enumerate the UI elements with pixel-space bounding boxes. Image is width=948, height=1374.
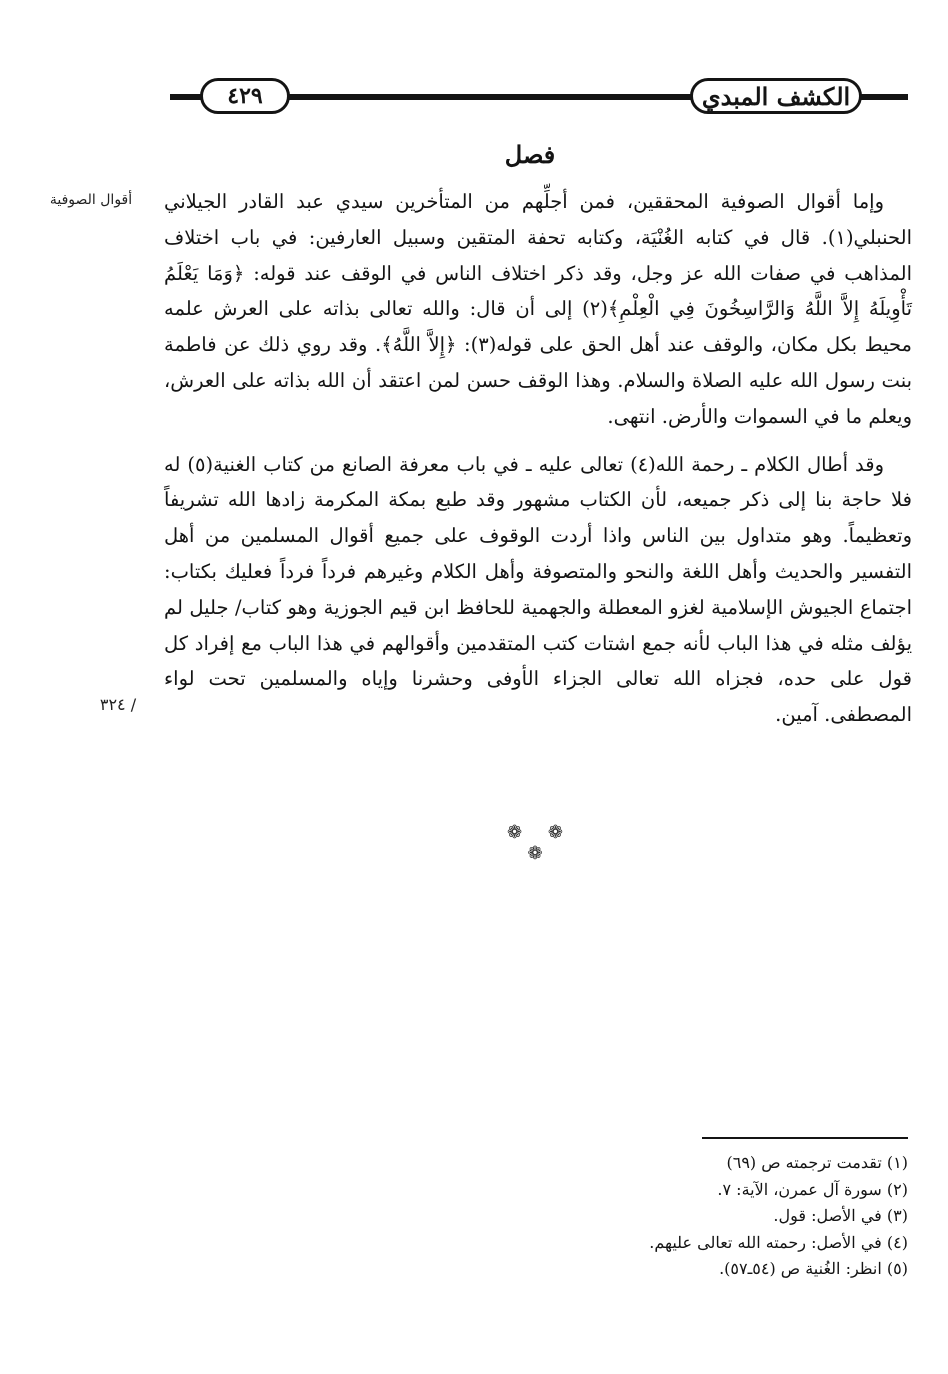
footnote: (١) تقدمت ترجمته ص (٦٩) bbox=[726, 1153, 908, 1172]
running-header bbox=[170, 70, 908, 126]
header-rule-right bbox=[856, 94, 908, 100]
section-title: فصل bbox=[504, 140, 556, 169]
footnote: (٤) في الأصل: رحمته الله تعالى عليهم. bbox=[649, 1232, 908, 1252]
section-separator: ❁ ❁ ❁ bbox=[507, 822, 573, 864]
footnotes bbox=[300, 1150, 908, 1283]
paragraph: وقد أطال الكلام ـ رحمة الله(٤) تعالى عليه ـ في باب معرفة الصانع من كتاب الغنية(٥) له فلا حاجة بنا إلى ذكر جميعه، لأن الكتاب مشهور وقد طبع بمكة المكرمة زادها الله تشريفاً وتعظيماً. وهو متداول بين الناس واذا أردت الوقوف على جميع أقوال المسلمين من أهل التفسير والحديث وأهل اللغة والنحو والمتصوفة وأهل الكلام وغيرهم فرداً فرداً فعليك بكتاب: اجتماع الجيوش الإسلامية لغزو المعطلة والجهمية للحافظ ابن قيم الجوزية وهو كتاب/ جليل لم يؤلف مثله في هذا الباب لأنه جمع اشتات كتب المتقدمين وأقوالهم في هذا الباب مع إفراد كل قول على حده، فجزاه الله تعالى الجزاء الأوفى وحشرنا وإياه والمسلمين تحت لواء المصطفى. آمين. bbox=[164, 452, 912, 727]
book-title: الكشف المبدي bbox=[690, 78, 862, 114]
header-rule-middle bbox=[252, 94, 702, 100]
footnote: (٥) انظر: الغُنية ص (٥٤ـ٥٧). bbox=[719, 1259, 908, 1278]
paragraph: وإما أقوال الصوفية المحققين، فمن أجلِّهم من المتأخرين سيدي عبد القادر الجيلاني الحنبلي(١). قال في كتابه الغُنْيَة، وكتابه تحفة المتقين وسبيل العارفين: في باب اختلاف المذاهب في صفات الله عز وجل، وقد ذكر اختلاف الناس في الوقف عند قوله: ﴿وَمَا يَعْلَمُ تَأْوِيلَهُ إِلاَّ اللَّهُ وَالرَّاسِخُونَ فِي الْعِلْمِ﴾(٢) إلى أن قال: والله تعالى بذاته على العرش علمه محيط بكل مكان، والوقف عند أهل الحق على قوله(٣): ﴿إِلاَّ اللَّهُ﴾. وقد روي ذلك عن فاطمة بنت رسول الله عليه الصلاة والسلام. وهذا الوقف حسن لمن اعتقد أن الله بذاته على العرش، ويعلم ما في السموات والأرض. انتهى. bbox=[164, 190, 913, 428]
footnote: (٣) في الأصل: قول. bbox=[773, 1206, 908, 1225]
page-number: ٤٢٩ bbox=[200, 78, 290, 114]
footnote: (٢) سورة آل عمرن، الآية: ٧. bbox=[717, 1179, 908, 1199]
footnote-rule bbox=[702, 1137, 908, 1139]
main-text bbox=[164, 184, 912, 733]
margin-topic-note: أقوال الصوفية bbox=[49, 192, 133, 208]
original-page-marker: / ٣٢٤ bbox=[99, 695, 137, 714]
